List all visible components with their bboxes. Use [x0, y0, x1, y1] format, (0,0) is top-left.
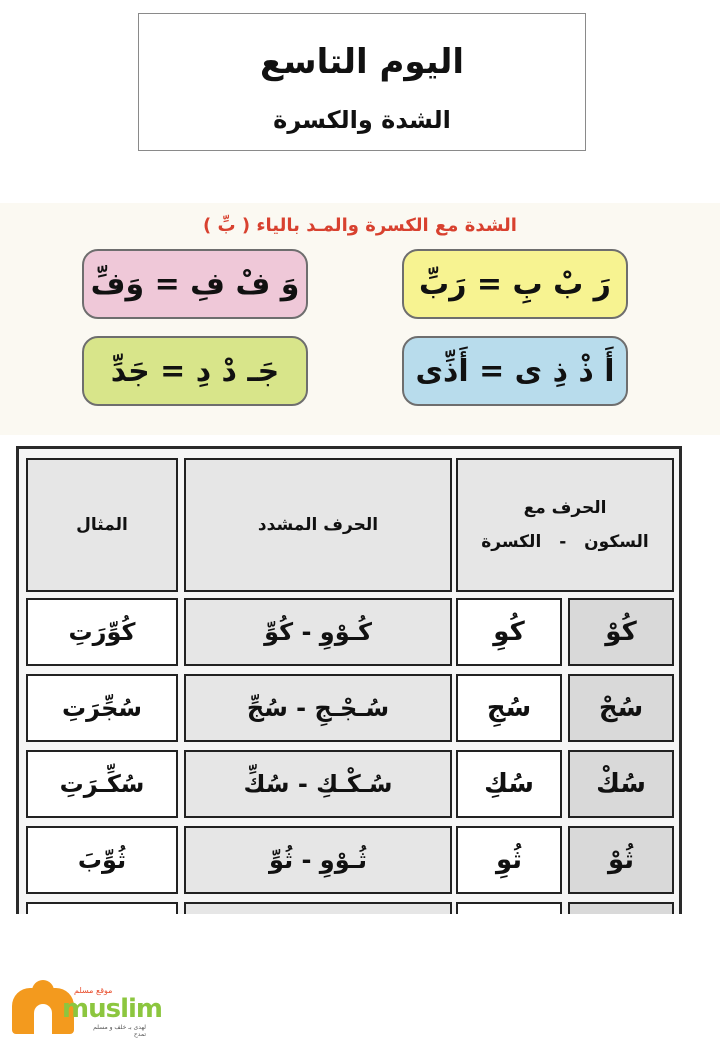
- header-shadda-cell: الحرف المشدد: [184, 458, 452, 592]
- lesson-card: [0, 203, 720, 435]
- table-row-1-kasra: كُوِ: [456, 598, 562, 666]
- table-row-5-partial: [568, 902, 674, 914]
- header-letter-line2: السكون - الكسرة: [481, 532, 649, 552]
- letters-table: [16, 446, 682, 914]
- table-row-2-kasra: سُجِ: [456, 674, 562, 742]
- table-row-3-sukun: سُكْ: [568, 750, 674, 818]
- table-row-4-sukun: ثُوْ: [568, 826, 674, 894]
- header-example-cell: المثال: [26, 458, 178, 592]
- table-row-3-example: سُكِّـرَتِ: [26, 750, 178, 818]
- example-pill-adhi: أَ ذْ ذِ ى = أَذِّى: [402, 336, 628, 406]
- logo-wordmark: muslim: [62, 994, 162, 1024]
- site-logo[interactable]: [12, 980, 162, 1038]
- logo-arabic-text: موقع مسلم: [74, 986, 113, 995]
- table-row-5-partial: [26, 902, 178, 914]
- table-row-1-sukun: كُوْ: [568, 598, 674, 666]
- table-row-3-kasra: سُكِ: [456, 750, 562, 818]
- section-heading: الشدة مع الكسرة والمـد بالياء ( بِّ ): [203, 215, 517, 236]
- table-row-4-kasra: ثُوِ: [456, 826, 562, 894]
- table-row-5-partial: [456, 902, 562, 914]
- table-row-4-example: ثُوِّبَ: [26, 826, 178, 894]
- example-pill-jaddi: جَـ دْ دِ = جَدِّ: [82, 336, 308, 406]
- header-letter-cell: [456, 458, 674, 592]
- table-row-2-example: سُجِّرَتِ: [26, 674, 178, 742]
- table-row-3-shadda: سُـكْـكِ - سُكِّ: [184, 750, 452, 818]
- example-pill-waffi: وَ فْ فِ = وَفِّ: [82, 249, 308, 319]
- table-row-2-sukun: سُجْ: [568, 674, 674, 742]
- table-row-4-shadda: ثُـوْوِ - ثُوِّ: [184, 826, 452, 894]
- header-letter-line1: الحرف مع: [523, 498, 607, 518]
- page-title: اليوم التاسع: [259, 42, 465, 82]
- table-row-1-shadda: كُـوْوِ - كُوِّ: [184, 598, 452, 666]
- table-row-2-shadda: سُـجْـجِ - سُجِّ: [184, 674, 452, 742]
- logo-tagline: لهدى بـ خلف و مسلم تمدح: [93, 1024, 146, 1038]
- page-subtitle: الشدة والكسرة: [273, 106, 451, 134]
- title-box: [138, 13, 586, 151]
- table-row-1-example: كُوِّرَتِ: [26, 598, 178, 666]
- example-pill-rabbi: رَ بْ بِ = رَبِّ: [402, 249, 628, 319]
- table-row-5-partial: [184, 902, 452, 914]
